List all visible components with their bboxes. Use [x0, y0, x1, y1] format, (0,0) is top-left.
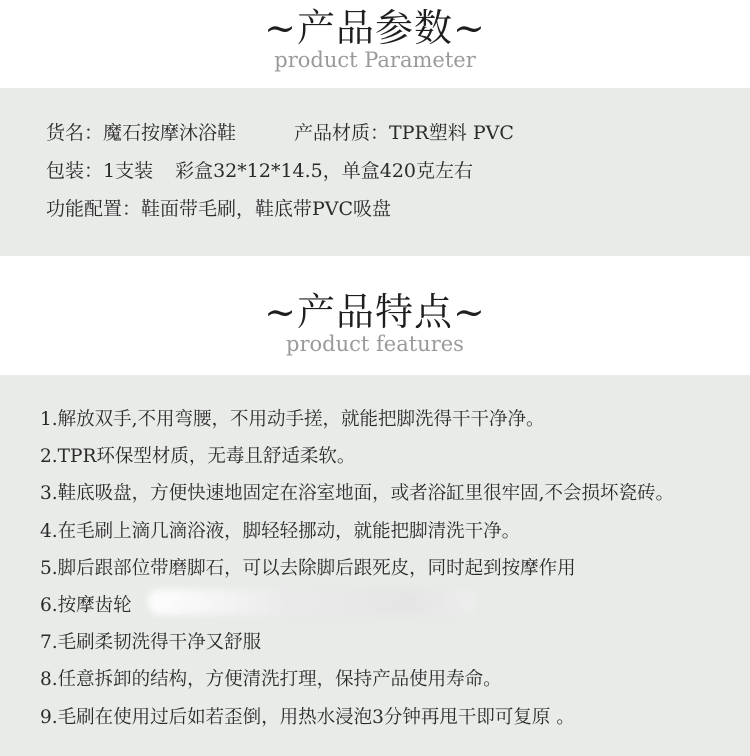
param-packaging: 包装：1支装: [46, 160, 154, 182]
feature-item: 5.脚后跟部位带磨脚石，可以去除脚后跟死皮，同时起到按摩作用: [40, 557, 576, 579]
feature-item: 4.在毛刷上滴几滴浴液，脚轻轻挪动，就能把脚清洗干净。: [40, 520, 521, 542]
param-box-spec: 彩盒32*12*14.5，单盒420克左右: [175, 160, 474, 182]
feature-item: 7.毛刷柔韧洗得干净又舒服: [40, 632, 262, 654]
feature-item: 1.解放双手,不用弯腰，不用动手搓，就能把脚洗得干干净净。: [40, 409, 545, 430]
feature-item: 9.毛刷在使用过后如若歪倒，用热水浸泡3分钟再甩干即可复原 。: [40, 706, 575, 728]
features-subtitle: product features: [286, 332, 464, 356]
param-line-packaging: [46, 152, 750, 190]
parameter-subtitle: product Parameter: [274, 48, 476, 72]
param-material: 产品材质：TPR塑料 PVC: [294, 122, 514, 144]
parameter-panel: [0, 88, 750, 256]
param-line-function: [46, 190, 750, 228]
features-panel: [0, 375, 750, 756]
feature-item: 2.TPR环保型材质，无毒且舒适柔软。: [40, 446, 356, 468]
feature-item: 3.鞋底吸盘，方便快速地固定在浴室地面，或者浴缸里很牢固,不会损坏瓷砖。: [40, 483, 675, 505]
param-line-product: [46, 114, 750, 152]
parameter-title: ~产品参数~: [264, 6, 486, 50]
param-function: 功能配置：鞋面带毛刷，鞋底带PVC吸盘: [46, 198, 392, 220]
feature-item: 8.任意拆卸的结构，方便清洗打理，保持产品使用寿命。: [40, 669, 502, 691]
features-title: ~产品特点~: [264, 290, 486, 334]
feature-item: 6.按摩齿轮: [40, 594, 132, 616]
features-header: [0, 256, 750, 375]
param-product-name: 货名：魔石按摩沐浴鞋: [46, 122, 237, 144]
parameter-header: [0, 0, 750, 88]
blurred-text-region: [148, 589, 478, 615]
